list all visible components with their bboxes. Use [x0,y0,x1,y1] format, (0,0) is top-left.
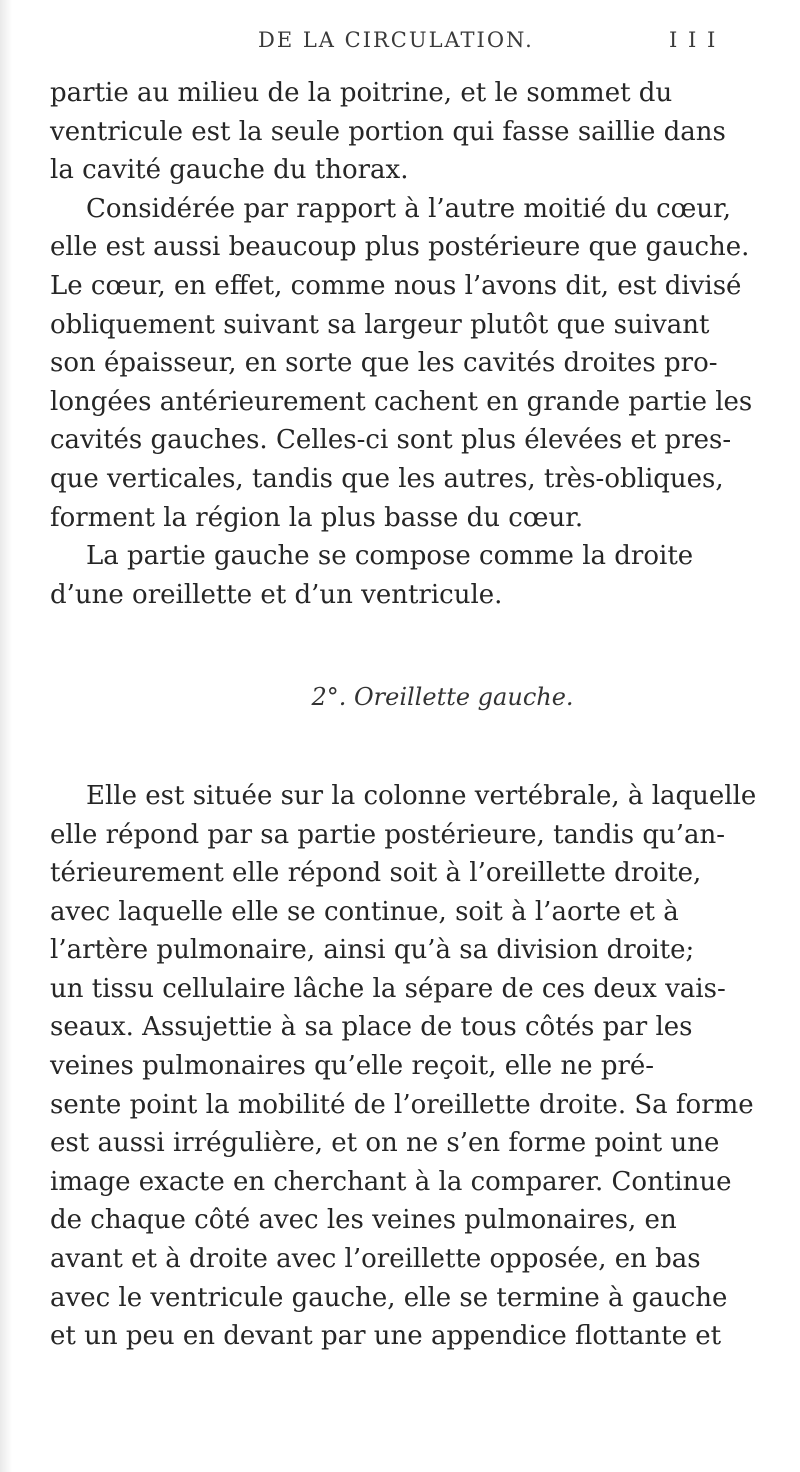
text-line: Considérée par rapport à l’autre moitié du cœur, [86,193,731,224]
text-line: forment la région la plus basse du cœur. [50,502,584,533]
text-line: l’artère pulmonaire, ainsi qu’à sa division droite; [50,935,695,966]
text-line: longées antérieurement cachent en grande partie les [50,386,753,417]
text-line: avec laquelle elle se continue, soit à l’aorte et à [50,896,679,927]
paragraph-left-atrium [50,777,765,1356]
paragraph-left-part [50,537,765,614]
text-line: ventricule est la seule portion qui fasse saillie dans [50,116,726,147]
text-line: est aussi irrégulière, et on ne s’en forme point une [50,1128,720,1159]
text-line: seaux. Assujettie à sa place de tous côtés par les [50,1012,693,1043]
running-head [0,22,800,62]
text-line: Elle est située sur la colonne vertébrale, à laquelle [86,780,757,811]
page-number: I I I [669,28,718,52]
text-line: la cavité gauche du thorax. [50,155,409,186]
text-line: d’une oreillette et d’un ventricule. [50,579,503,610]
text-line: La partie gauche se compose comme la droite [86,541,694,572]
text-line: Le cœur, en effet, comme nous l’avons dit, est divisé [50,270,742,301]
text-line: avec le ventricule gauche, elle se termine à gauche [50,1282,728,1313]
text-line: veines pulmonaires qu’elle reçoit, elle ne pré- [50,1051,655,1082]
text-line: image exacte en cherchant à la comparer. Continue [50,1166,732,1197]
text-line: que verticales, tandis que les autres, très-obliques, [50,463,724,494]
text-line: un tissu cellulaire lâche la sépare de ces deux vais- [50,973,726,1004]
binding-shadow [0,0,12,1472]
text-line: cavités gauches. Celles-ci sont plus élevées et pres- [50,425,732,456]
text-line: de chaque côté avec les veines pulmonaires, en [50,1205,677,1236]
running-title: DE LA CIRCULATION. [258,28,534,52]
text-line: elle est aussi beaucoup plus postérieure que gauche. [50,232,750,263]
body-text [50,74,765,1356]
text-line: térieurement elle répond soit à l’oreillette droite, [50,858,702,889]
paragraph-continuation [50,74,765,190]
text-line: obliquement suivant sa largeur plutôt que suivant [50,309,710,340]
text-line: partie au milieu de la poitrine, et le sommet du [50,78,673,108]
section-heading: 2°. Oreillette gauche. [311,683,574,712]
text-line: elle répond par sa partie postérieure, tandis qu’an- [50,819,726,850]
paragraph-posterior [50,190,765,537]
text-line: son épaisseur, en sorte que les cavités droites pro- [50,348,718,379]
text-line: sente point la mobilité de l’oreillette droite. Sa forme [50,1089,754,1120]
text-line: et un peu en devant par une appendice flottante et [50,1321,722,1352]
text-line: avant et à droite avec l’oreillette opposée, en bas [50,1244,701,1275]
